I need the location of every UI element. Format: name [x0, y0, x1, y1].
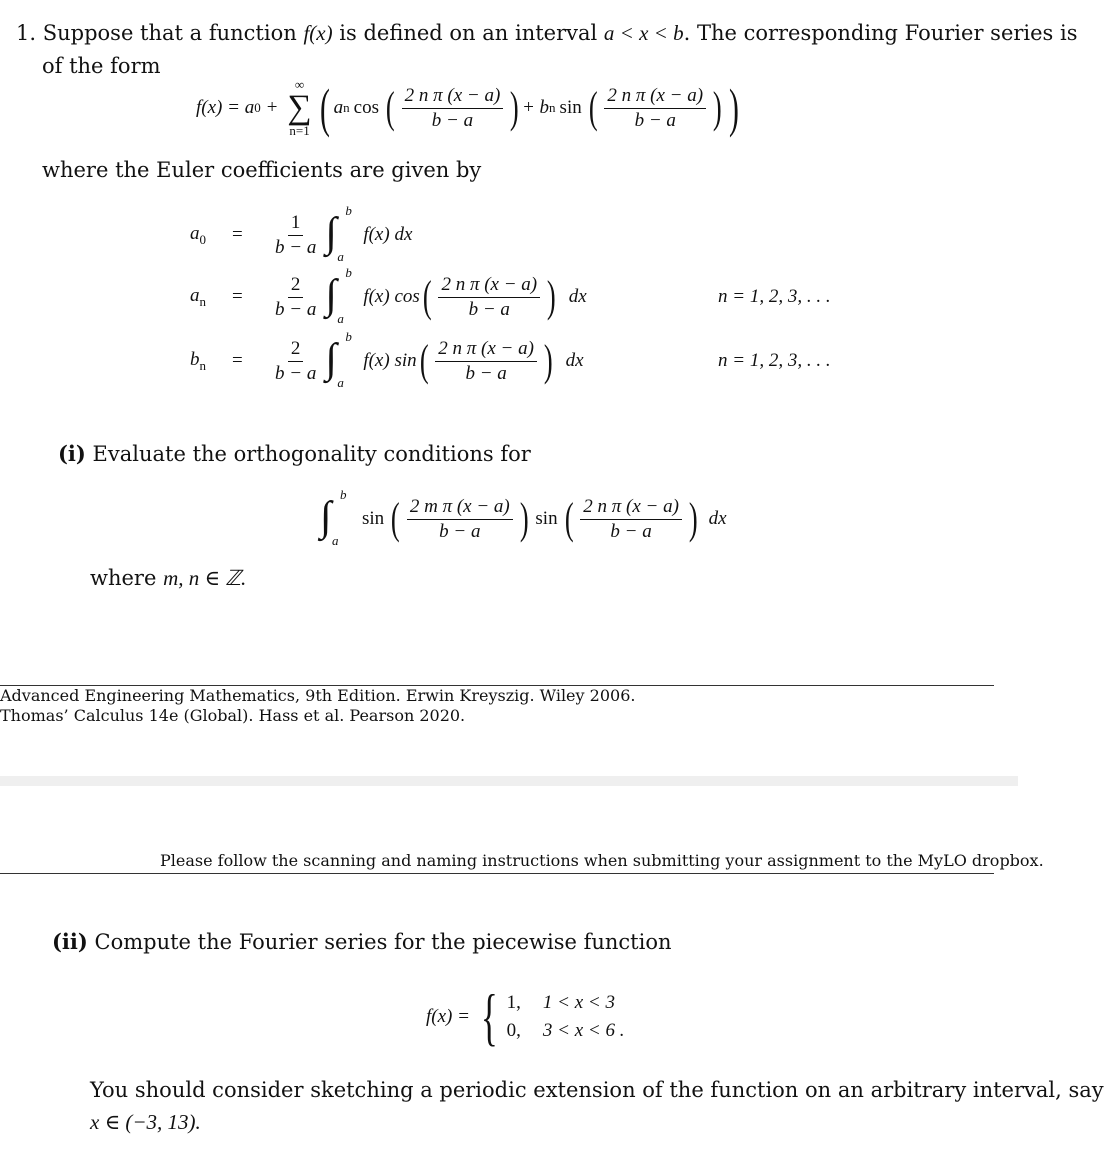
summation-symbol: ∞ ∑ n=1	[287, 77, 312, 138]
part-i-heading: (i) Evaluate the orthogonality conditions for	[58, 441, 531, 466]
piecewise-function: f(x) = { 1, 1 < x < 3 0, 3 < x < 6 .	[426, 981, 625, 1052]
bn-range: n = 1, 2, 3, . . .	[718, 350, 831, 371]
problem-intro: 1. Suppose that a function f(x) is defined on an interval a < x < b. The corresponding Fourier series is	[16, 21, 1078, 45]
advice-line-2: x ∈ (−3, 13).	[90, 1110, 201, 1134]
footer-divider	[0, 873, 994, 874]
part-ii-label: (ii)	[52, 929, 88, 954]
reference-kreyszig: Advanced Engineering Mathematics, 9th Edition. Erwin Kreyszig. Wiley 2006.	[0, 686, 636, 705]
series-sin-fraction: $\frac{\text{2 n π (x − a)}}{b - a}$	[604, 85, 706, 132]
series-cos-fraction: $\frac{\text{2 n π (x − a)}}{b - a}$	[402, 85, 504, 132]
coefficient-bn: $b_n$ = $\frac{2}{b - a}$ ∫ b a f(x) sin ( $\frac{\text{2 n π (x − a)}}{b - a}$ ) dx	[190, 329, 584, 390]
coefficient-a0: $a_0$ = $\frac{1}{b - a}$ ∫ b a f(x) dx	[190, 203, 413, 264]
advice-line-1: You should consider sketching a periodic extension of the function on an arbitrary interval, say	[90, 1078, 1104, 1102]
integral-symbol: ∫ b a	[320, 487, 347, 548]
case-1: 1, 1 < x < 3	[506, 992, 615, 1013]
part-i-label: (i)	[58, 441, 86, 466]
integral-symbol: ∫ b a	[325, 265, 352, 326]
part-ii-heading: (ii) Compute the Fourier series for the piecewise function	[52, 929, 672, 954]
footer-note: Please follow the scanning and naming instructions when submitting your assignment to the MyLO dropbox.	[160, 851, 1044, 870]
reference-thomas: Thomas’ Calculus 14e (Global). Hass et al. Pearson 2020.	[0, 706, 466, 725]
where-clause: where m, n ∈ ℤ.	[90, 566, 247, 590]
euler-text: where the Euler coefficients are given by	[42, 158, 482, 182]
integral-symbol: ∫ b a	[325, 329, 352, 390]
case-2: 0, 3 < x < 6 .	[506, 1020, 625, 1041]
an-range: n = 1, 2, 3, . . .	[718, 286, 831, 307]
page-break	[0, 776, 1018, 786]
problem-intro-line2: of the form	[42, 54, 161, 78]
integral-symbol: ∫ b a	[325, 203, 352, 264]
coefficient-an: $a_n$ = $\frac{2}{b - a}$ ∫ b a f(x) cos ( $\frac{\text{2 n π (x − a)}}{b - a}$ ) dx	[190, 265, 587, 326]
problem-number: 1.	[16, 21, 37, 45]
orthogonality-integral: ∫ b a sin ( $\frac{\text{2 m π (x − a)}}{b - a}$ ) sin ( $\frac{\text{2 n π (x − a)}}{b - a}$ ) dx	[320, 487, 727, 548]
fourier-series-equation: f(x) = a 0 + ∞ ∑ n=1 ( a n cos ( $\frac{\text{2 n π (x − a)}}{b - a}$ ) + b n sin ( $\frac{\text{2 n π (x − a)}}{b - a}$ ) )	[196, 77, 739, 138]
